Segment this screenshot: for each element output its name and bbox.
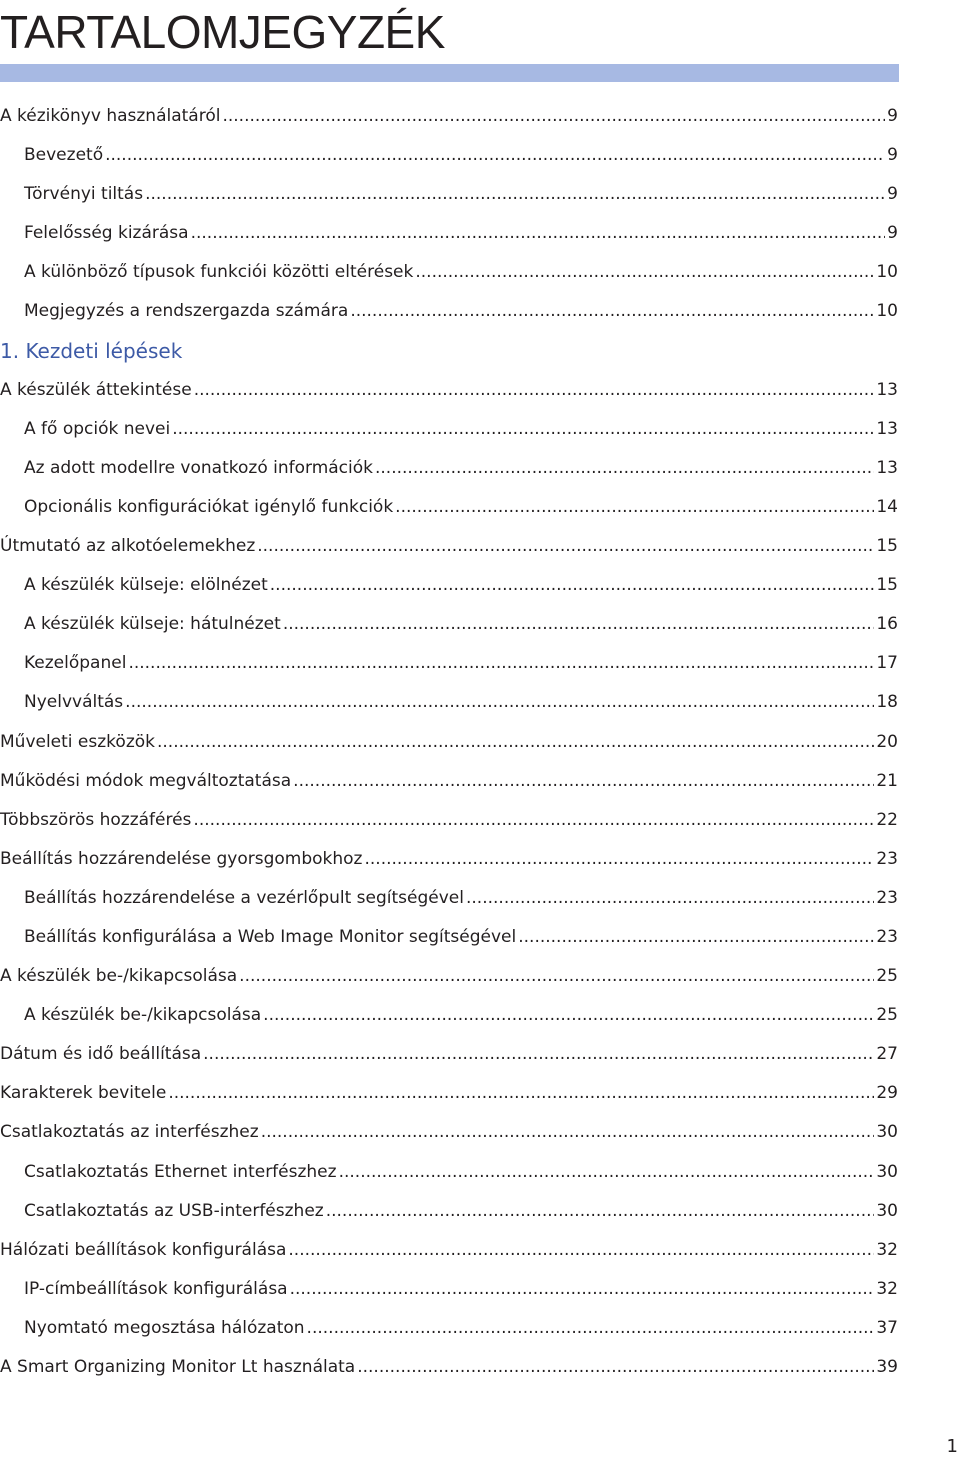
toc-entry-page: 30: [876, 1122, 898, 1143]
toc-entry-page: 10: [876, 262, 898, 283]
toc-entry[interactable]: [0, 488, 898, 527]
toc-leader-dots: [395, 488, 874, 527]
toc-leader-dots: [128, 644, 874, 683]
toc-leader-dots: [293, 762, 874, 801]
title-bar: [0, 64, 899, 82]
toc-entry[interactable]: [0, 1192, 898, 1231]
toc-entry-label: IP-címbeállítások konfigurálása: [24, 1278, 288, 1299]
toc-leader-dots: [257, 527, 874, 566]
toc-leader-dots: [239, 957, 874, 996]
toc-entry-page: 25: [876, 966, 898, 987]
toc-leader-dots: [157, 723, 874, 762]
toc-entry-label: Útmutató az alkotóelemekhez: [0, 536, 256, 557]
toc-entry-label: Többszörös hozzáférés: [0, 809, 192, 830]
toc-entry-label: A kézikönyv használatáról: [0, 106, 221, 126]
toc-entry[interactable]: [0, 253, 898, 292]
toc-entry[interactable]: [0, 136, 898, 175]
toc-entry-page: 23: [876, 926, 898, 947]
toc-entry[interactable]: [0, 996, 898, 1035]
toc-entry-label: Megjegyzés a rendszergazda számára: [24, 301, 349, 322]
toc-entry-label: Nyomtató megosztása hálózaton: [24, 1317, 305, 1338]
toc-leader-dots: [168, 1074, 874, 1113]
toc-entry-label: Csatlakoztatás az USB-interfészhez: [24, 1200, 324, 1221]
toc-entry-page: 15: [876, 575, 898, 596]
toc-leader-dots: [357, 1348, 874, 1387]
toc-leader-dots: [194, 371, 875, 410]
toc-entry-label: Csatlakoztatás az interfészhez: [0, 1122, 259, 1143]
toc-entry[interactable]: [0, 918, 898, 957]
toc-leader-dots: [203, 1035, 874, 1074]
toc-entry-page: 9: [887, 106, 898, 126]
toc-leader-dots: [326, 1192, 875, 1231]
toc-leader-dots: [270, 566, 875, 605]
toc-entry-label: Opcionális konfigurációkat igénylő funkciók: [24, 496, 394, 517]
toc-leader-dots: [261, 1113, 875, 1152]
toc-leader-dots: [105, 136, 885, 175]
toc-entry[interactable]: [0, 1153, 898, 1192]
page-title: TARTALOMJEGYZÉK: [0, 6, 445, 58]
toc-leader-dots: [145, 175, 885, 214]
toc-entry[interactable]: [0, 292, 898, 331]
toc-entry[interactable]: [0, 1348, 898, 1387]
toc-leader-dots: [125, 683, 874, 722]
toc-entry[interactable]: [0, 566, 898, 605]
toc-leader-dots: [350, 292, 874, 331]
toc-entry-page: 18: [876, 692, 898, 713]
toc-leader-dots: [307, 1309, 875, 1348]
toc-entry-page: 30: [876, 1200, 898, 1221]
toc-entry-label: Műveleti eszközök: [0, 731, 155, 752]
toc-entry[interactable]: [0, 214, 898, 253]
toc-entry-label: Beállítás hozzárendelése a vezérlőpult segítségével: [24, 887, 464, 908]
toc-entry-label: Dátum és idő beállítása: [0, 1044, 202, 1065]
toc-entry-label: A készülék be-/kikapcsolása: [24, 1005, 262, 1026]
toc-entry-page: 29: [876, 1083, 898, 1104]
toc-leader-dots: [283, 605, 875, 644]
toc-entry[interactable]: [0, 840, 898, 879]
toc-entry-page: 16: [876, 614, 898, 635]
toc-entry-page: 13: [876, 418, 898, 439]
toc-leader-dots: [339, 1153, 875, 1192]
toc-leader-dots: [290, 1270, 875, 1309]
toc-entry-label: Felelősség kizárása: [24, 223, 189, 244]
toc-entry[interactable]: [0, 97, 898, 136]
toc-entry-page: 39: [876, 1357, 898, 1377]
toc-entry-label: Törvényi tiltás: [24, 184, 144, 205]
page-number: 1: [946, 1436, 958, 1457]
toc-leader-dots: [466, 879, 874, 918]
toc-entry[interactable]: [0, 762, 898, 801]
toc-entry[interactable]: [0, 801, 898, 840]
toc-entry-page: 20: [876, 731, 898, 752]
toc-entry[interactable]: [0, 1035, 898, 1074]
toc-entry-label: Beállítás konfigurálása a Web Image Monitor segítségével: [24, 926, 517, 947]
toc-entry-page: 13: [876, 457, 898, 478]
toc-entry-label: A fő opciók nevei: [24, 418, 171, 439]
toc-entry-page: 32: [876, 1278, 898, 1299]
toc-entry-label: Nyelvváltás: [24, 692, 124, 713]
toc-entry-page: 27: [876, 1044, 898, 1065]
toc-leader-dots: [193, 801, 874, 840]
toc-entry-page: 30: [876, 1161, 898, 1182]
toc-entry-label: A készülék külseje: hátulnézet: [24, 614, 281, 635]
toc-entry[interactable]: [0, 683, 898, 722]
toc-entry-label: A Smart Organizing Monitor Lt használata: [0, 1357, 356, 1377]
toc-entry-page: 22: [876, 809, 898, 830]
toc-entry[interactable]: [0, 1113, 898, 1152]
toc-entry[interactable]: [0, 1074, 898, 1113]
toc-entry-page: 32: [876, 1239, 898, 1260]
toc-entry-label: Beállítás hozzárendelése gyorsgombokhoz: [0, 848, 363, 869]
toc-leader-dots: [288, 1231, 874, 1270]
toc-entry-label: A készülék be-/kikapcsolása: [0, 966, 238, 987]
toc-entry-label: Karakterek bevitele: [0, 1083, 167, 1104]
toc-leader-dots: [518, 918, 874, 957]
toc-entry-page: 17: [876, 653, 898, 674]
toc-entry-page: 23: [876, 887, 898, 908]
toc-entry[interactable]: [0, 410, 898, 449]
toc-entry[interactable]: [0, 449, 898, 488]
toc-entry[interactable]: [0, 371, 898, 410]
toc-entry-label: Működési módok megváltoztatása: [0, 770, 292, 791]
toc-entry-page: 25: [876, 1005, 898, 1026]
toc-entry-label: A különböző típusok funkciói közötti eltérések: [24, 262, 414, 283]
toc-entry[interactable]: [0, 527, 898, 566]
toc-entry-label: A készülék külseje: elölnézet: [24, 575, 268, 596]
toc-entry-label: Hálózati beállítások konfigurálása: [0, 1239, 287, 1260]
toc-entry-page: 37: [876, 1317, 898, 1338]
toc-entry-label: Az adott modellre vonatkozó információk: [24, 457, 373, 478]
toc-entry-page: 10: [876, 301, 898, 322]
toc-entry-label: A készülék áttekintése: [0, 379, 192, 400]
table-of-contents: [0, 97, 898, 1387]
toc-leader-dots: [375, 449, 874, 488]
toc-entry-label: Kezelőpanel: [24, 653, 127, 674]
toc-entry-page: 9: [887, 184, 898, 205]
toc-entry-label: Csatlakoztatás Ethernet interfészhez: [24, 1161, 337, 1182]
toc-leader-dots: [222, 97, 885, 136]
toc-entry-page: 9: [887, 145, 898, 166]
toc-entry[interactable]: [0, 175, 898, 214]
toc-leader-dots: [263, 996, 874, 1035]
toc-entry[interactable]: [0, 644, 898, 683]
toc-entry[interactable]: [0, 1309, 898, 1348]
toc-entry[interactable]: [0, 605, 898, 644]
toc-entry-page: 9: [887, 223, 898, 244]
toc-entry[interactable]: [0, 957, 898, 996]
toc-entry[interactable]: [0, 879, 898, 918]
toc-entry[interactable]: [0, 1231, 898, 1270]
toc-entry-page: 14: [876, 496, 898, 517]
toc-leader-dots: [191, 214, 886, 253]
toc-entry[interactable]: [0, 1270, 898, 1309]
toc-entry-page: 13: [876, 379, 898, 400]
toc-entry-page: 21: [876, 770, 898, 791]
toc-leader-dots: [172, 410, 874, 449]
toc-entry-label: Bevezető: [24, 145, 104, 166]
toc-entry-page: 23: [876, 848, 898, 869]
toc-entry-page: 15: [876, 536, 898, 557]
toc-leader-dots: [415, 253, 874, 292]
toc-leader-dots: [364, 840, 874, 879]
toc-entry[interactable]: [0, 723, 898, 762]
toc-chapter-heading[interactable]: 1. Kezdeti lépések: [0, 338, 183, 363]
